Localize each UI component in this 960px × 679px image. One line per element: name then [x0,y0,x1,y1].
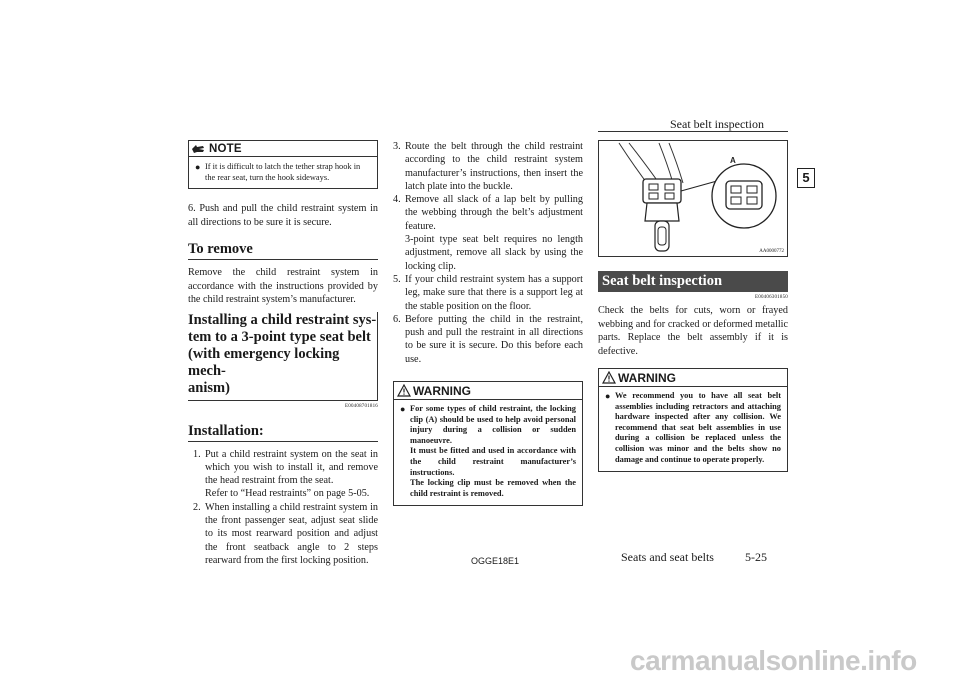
note-box [188,140,378,189]
chapter-tab: 5 [797,168,815,188]
step-text [405,193,583,273]
note-header [189,141,377,157]
installation-steps [188,448,378,568]
to-remove-text: Remove the child restraint system in accordance with the instructions provided by the child restraint system’s manufacturer. [188,267,378,305]
installing-heading-line: tem to a 3-point type seat belt [188,328,371,345]
step-body: If your child restraint system has a support leg, make sure that there is a support leg at the stable position on the floor. [405,273,583,312]
running-head: Seat belt inspection [670,117,764,131]
header-rule [598,131,788,132]
warning-text: It must be fitted and used in accordance with the child restraint manufacturer’s instructions. [410,446,576,477]
warning-box [393,381,583,506]
footer-chapter: Seats and seat belts [621,550,714,564]
step-number: 6. [393,313,401,325]
hand-pointer-icon [191,143,206,155]
locking-clip-figure [598,140,788,257]
heading-rule [188,441,378,442]
step-body: When installing a child restraint system in the front passenger seat, adjust seat slide to its most rearward position and adjust the front seatback angle to 2 steps rearward from the first locking position. [205,501,378,566]
warning-triangle-icon [602,371,616,384]
note-text: If it is difficult to latch the tether strap hook in the rear seat, turn the hook sideways. [205,162,361,182]
warning-title: WARNING [618,370,676,385]
installing-heading-line: (with emergency locking mech- [188,345,340,379]
warning-text: We recommend you to have all seat belt assemblies including retractors and attaching hardware inspected after any collision. We recommend that seat belt assemblies in use during a collision be replaced unless the collision was minor and the belts show no damage and continue to operate properly. [615,391,781,464]
step-number: 2. [193,501,201,513]
figure-code: AA0000772 [759,249,784,254]
step-body: Before putting the child in the restraint, push and pull the restraint in all directions to be sure it is secure. Do this before each use. [405,313,583,365]
warning-body [599,387,787,471]
section-code: E00406301850 [755,295,788,300]
installing-heading [188,312,378,401]
step-body: Put a child restraint system on the seat in which you wish to install it, and remove the head restraint from the seat. [205,448,378,487]
warning-triangle-icon [397,384,411,397]
list-item [393,140,583,193]
warning-text: The locking clip must be removed when the child restraint is removed. [410,478,576,498]
heading-rule [188,259,378,260]
column-2 [393,140,583,506]
warning-body [394,400,582,505]
section-code: E00408701816 [345,403,378,409]
footer-code: OGGE18E1 [471,556,520,566]
step-6-text: 6. Push and pull the child restraint system in all directions to be sure it is secure. [188,203,378,228]
warning-box [598,368,788,472]
step-body: Remove all slack of a lap belt by pulling the webbing through the belt’s adjustment feature. [405,194,583,232]
column-3 [598,140,788,472]
bullet: ● [605,391,611,401]
list-item [188,501,378,567]
note-title: NOTE [209,142,242,155]
list-item [393,313,583,366]
step-number: 4. [393,194,401,206]
seat-belt-buckle-illustration [599,141,787,256]
section-title-bar: Seat belt inspection [598,271,788,292]
warning-header [394,382,582,400]
warning-text: For some types of child restraint, the locking clip (A) should be used to help avoid personal injury during a collision or sudden manoeuvre. [410,404,576,445]
installing-heading-line: Installing a child restraint sys- [188,311,377,328]
page-number: 5-25 [745,550,767,564]
to-remove-heading: To remove [188,241,253,257]
list-item [393,193,583,273]
bullet: ● [195,162,201,172]
warning-title: WARNING [413,383,471,398]
installation-heading: Installation: [188,422,264,439]
installing-section [188,312,378,409]
list-item [188,448,378,501]
step-number: 1. [193,448,201,460]
step-body: Route the belt through the child restraint according to the child restraint system manufacturer’s instructions, then insert the latch plate into the buckle. [405,141,583,192]
step-number: 3. [393,141,401,152]
step-text [205,448,378,501]
list-item [393,273,583,313]
callout-label: A [730,156,736,165]
steps-continued [393,140,583,366]
bullet: ● [400,404,406,415]
step-subtext: 3-point type seat belt requires no length adjustment, remove all slack by using the locking clip. [405,234,583,272]
note-body [189,157,377,188]
step-number: 5. [393,273,401,285]
column-1 [188,140,378,567]
inspection-text: Check the belts for cuts, worn or frayed webbing and for cracked or deformed metallic parts. Replace the belt assembly if it is defective. [598,305,788,357]
warning-content [410,404,576,499]
installing-heading-line: anism) [188,379,230,396]
watermark: carmanualsonline.info [630,645,917,676]
step-subtext: Refer to “Head restraints” on page 5-05. [205,488,370,500]
warning-header [599,369,787,387]
